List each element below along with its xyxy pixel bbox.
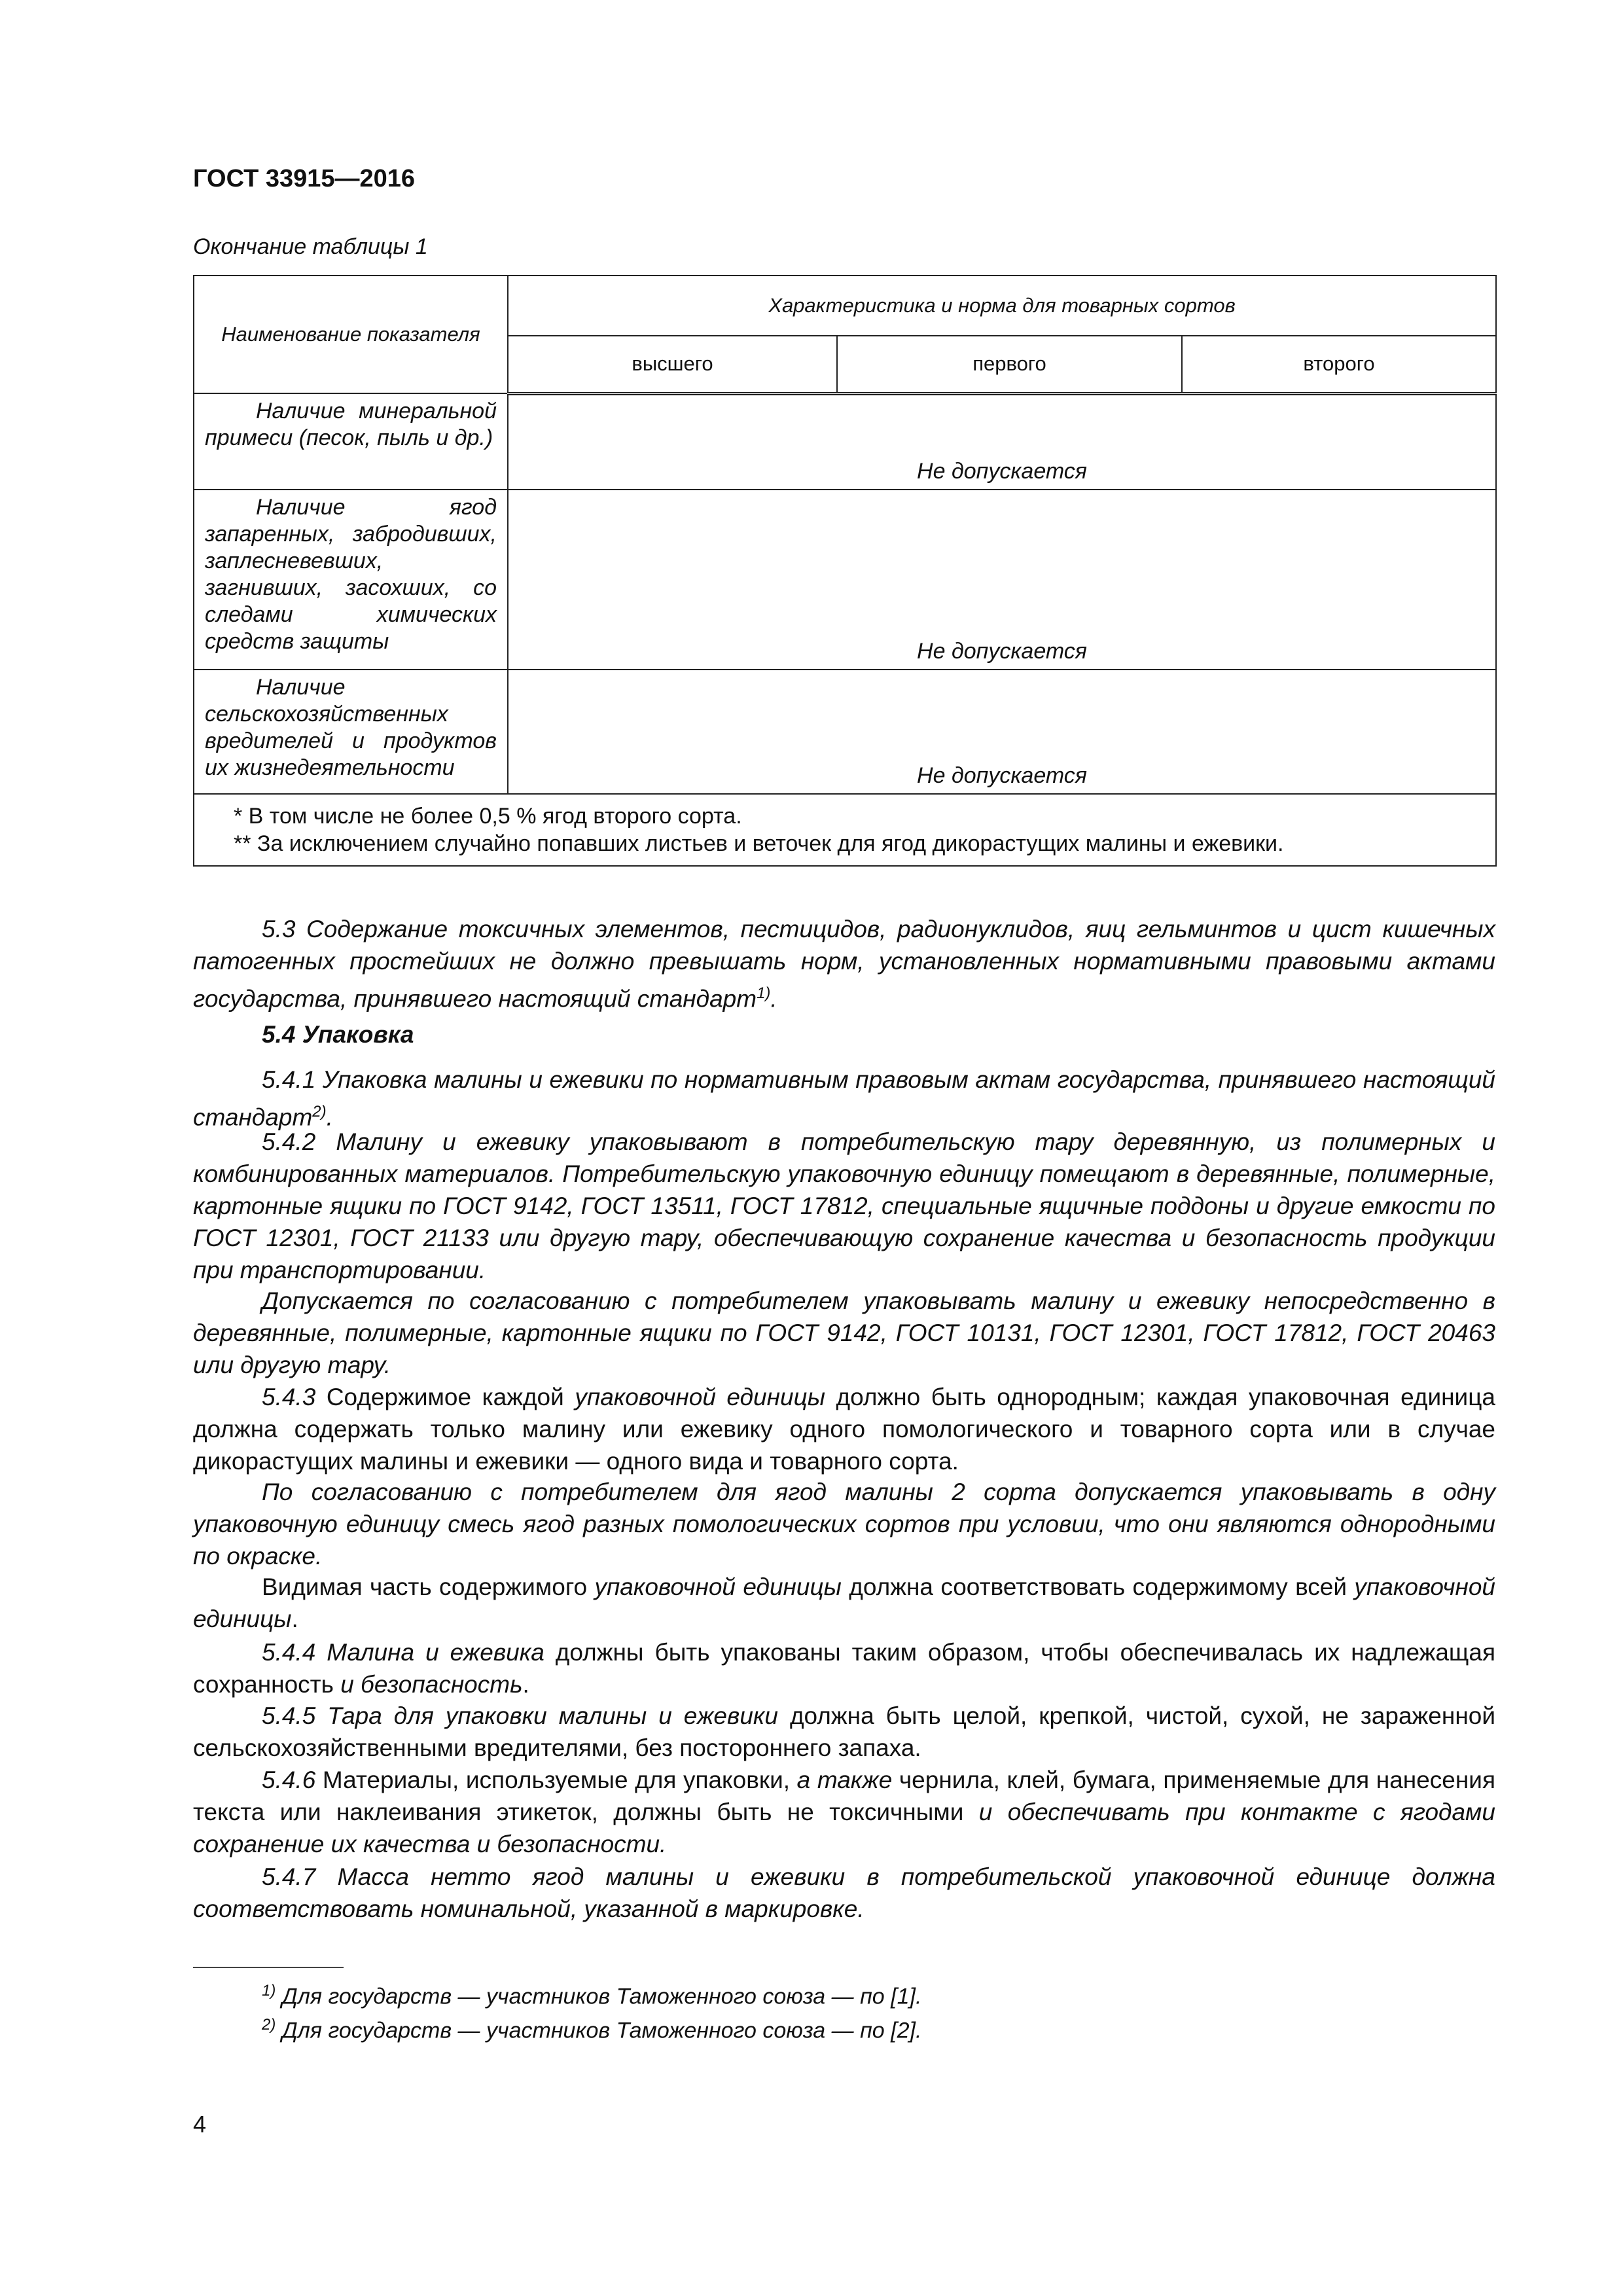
table-caption: Окончание таблицы 1 bbox=[193, 234, 428, 259]
table-row bbox=[194, 490, 1496, 670]
footnote-1: $^{1)}$ Для государств — участников Таможенного союза — по [1]. bbox=[262, 1982, 922, 2009]
col-header-name: Наименование показателя bbox=[194, 276, 508, 393]
table-row bbox=[194, 393, 1496, 490]
row-name: Наличие сельскохозяйственных вредителей и продуктов их жизнедеятельности bbox=[194, 670, 508, 794]
row-name: Наличие ягод запаренных, забродивших, заплесневевших, загнивших, засохших, со следами химических средств защиты bbox=[194, 490, 508, 670]
clause-5-4-5: 5.4.5 Тара для упаковки малины и ежевики должна быть целой, крепкой, чистой, сухой, не зараженной сельскохозяйственными вредителями, без постороннего запаха. bbox=[193, 1702, 1495, 1761]
table-notes bbox=[194, 794, 1496, 866]
footnote-divider bbox=[193, 1967, 344, 1968]
table-1 bbox=[193, 275, 1497, 867]
clause-5-4-3-visible: Видимая часть содержимого упаковочной единицы должна соответствовать содержимому всей упаковочной единицы. bbox=[193, 1573, 1495, 1632]
footnote-ref: 1) bbox=[757, 984, 771, 1002]
row-value: Не допускается bbox=[508, 490, 1496, 670]
table-note: * В том числе не более 0,5 % ягод второго сорта. bbox=[234, 804, 742, 829]
document-header: ГОСТ 33915—2016 bbox=[193, 165, 416, 192]
col-header-grade-first: первого bbox=[837, 336, 1182, 393]
clause-5-4-4: 5.4.4 Малина и ежевика должны быть упакованы таким образом, чтобы обеспечивалась их надлежащая сохранность и безопасность. bbox=[193, 1639, 1495, 1698]
col-header-grade-top: высшего bbox=[508, 336, 837, 393]
col-header-group: Характеристика и норма для товарных сортов bbox=[508, 276, 1496, 336]
clause-5-4-3-mix: По согласованию с потребителем для ягод малины 2 сорта допускается упаковывать в одну упаковочную единицу смесь ягод разных помологических сортов при условии, что они являются однородными по окраске. bbox=[193, 1479, 1495, 1570]
row-name: Наличие минеральной примеси (песок, пыль и др.) bbox=[194, 393, 508, 490]
section-heading-5-4: 5.4 Упаковка bbox=[262, 1021, 414, 1048]
col-header-grade-second: второго bbox=[1182, 336, 1496, 393]
clause-5-4-1: 5.4.1 Упаковка малины и ежевики по нормативным правовым актам государства, принявшего настоящий стандарт$^{2)}$. bbox=[193, 1066, 1495, 1131]
clause-5-4-2: 5.4.2 Малину и ежевику упаковывают в потребительскую тару деревянную, из полимерных и комбинированных материалов. Потребительскую упаковочную единицу помещают в деревянные, полимерные, картонные ящики по ГОСТ 9142, ГОСТ 13511, ГОСТ 17812, специальные ящичные поддоны и другие емкости по ГОСТ 12301, ГОСТ 21133 или другую тару, обеспечивающую сохранение качества и безопасность продукции при транспортировании. bbox=[193, 1128, 1495, 1283]
table-note: ** За исключением случайно попавших листьев и веточек для ягод дикорастущих малины и ежевики. bbox=[234, 831, 1284, 856]
clause-5-4-2-note: Допускается по согласованию с потребителем упаковывать малину и ежевику непосредственно в деревянные, полимерные, картонные ящики по ГОСТ 9142, ГОСТ 10131, ГОСТ 12301, ГОСТ 17812, ГОСТ 20463 или другую тару. bbox=[193, 1287, 1495, 1378]
table-row bbox=[194, 670, 1496, 794]
footnote-ref: 2) bbox=[312, 1103, 327, 1121]
clause-5-3: 5.3 Содержание токсичных элементов, пестицидов, радионуклидов, яиц гельминтов и цист кишечных патогенных простейших не должно превышать норм, установленных нормативными правовыми актами государства, принявшего настоящий стандарт$^{1)}$. bbox=[193, 916, 1495, 1013]
page-number: 4 bbox=[193, 2111, 207, 2138]
footnote-2: $^{2)}$ Для государств — участников Таможенного союза — по [2]. bbox=[262, 2016, 922, 2043]
row-value: Не допускается bbox=[508, 393, 1496, 490]
clause-5-4-3: 5.4.3 Содержимое каждой упаковочной единицы должно быть однородным; каждая упаковочная единица должна содержать только малину или ежевику одного помологического и товарного сорта или в случае дикорастущих малины и ежевики — одного вида и товарного сорта. bbox=[193, 1384, 1495, 1475]
clause-5-4-6: 5.4.6 Материалы, используемые для упаковки, а также чернила, клей, бумага, применяемые для нанесения текста или наклеивания этикеток, должны быть не токсичными и обеспечивать при контакте с ягодами сохранение их качества и безопасности. bbox=[193, 1767, 1496, 1857]
row-value: Не допускается bbox=[508, 670, 1496, 794]
clause-5-4-7: 5.4.7 Масса нетто ягод малины и ежевики в потребительской упаковочной единице должна соответствовать номинальной, указанной в маркировке. bbox=[193, 1863, 1495, 1922]
